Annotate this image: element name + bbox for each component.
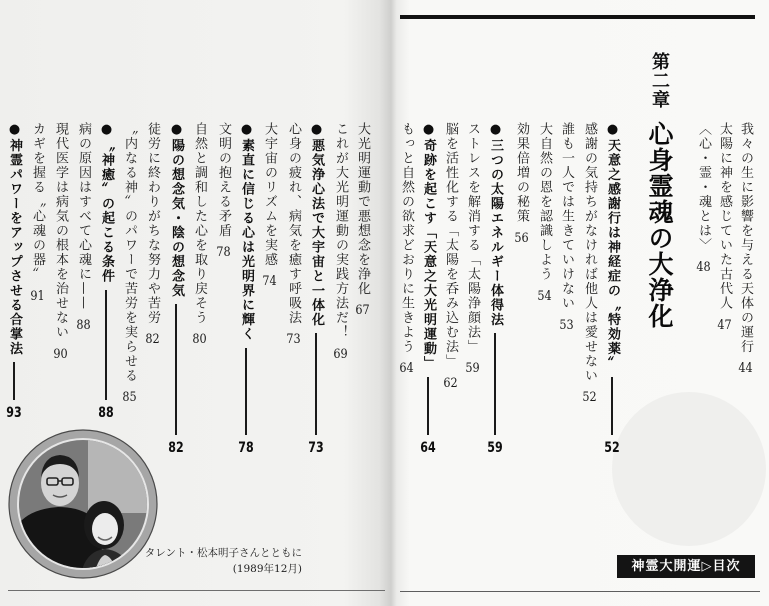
entry-title: 現代医学は病気の根本を治せない	[53, 122, 68, 340]
entry-title: 病の原因はすべて心魂に——	[76, 122, 91, 311]
entry-page: 54	[537, 289, 552, 303]
toc-entry	[331, 122, 349, 361]
section-page: 82	[168, 441, 184, 455]
toc-entry	[260, 122, 278, 288]
entry-page: 69	[333, 347, 348, 361]
leader-line	[427, 377, 429, 436]
entry-page: 73	[286, 333, 301, 346]
toc-entry	[512, 122, 530, 245]
toc-section-heading	[603, 122, 621, 455]
bottom-rule-right	[400, 591, 760, 592]
section-heading-text: ●素直に信じる心は光明界に輝く	[239, 122, 254, 342]
toc-section-heading	[307, 122, 325, 455]
toc-entry	[736, 122, 754, 375]
toc-entry	[715, 122, 733, 332]
toc-entry	[463, 122, 481, 375]
section-heading-text: ●〝神癒〟の起こる条件	[99, 122, 114, 284]
entry-page: 52	[582, 391, 597, 404]
section-heading-text: ●奇跡を起こす「天意之大光明運動」	[421, 122, 436, 371]
contents-badge: 神霊大開運▷目次	[617, 555, 755, 578]
entry-page: 80	[192, 333, 207, 346]
toc-entry	[694, 122, 712, 274]
entry-title: 文明の抱える矛盾	[216, 122, 231, 238]
section-page: 78	[238, 441, 254, 455]
toc-entry	[190, 122, 208, 346]
entry-page: 88	[76, 318, 91, 332]
photo-caption	[138, 545, 302, 577]
entry-page: 78	[216, 246, 231, 259]
entry-page: 90	[53, 347, 68, 361]
photo-portrait	[8, 429, 158, 579]
section-page: 52	[604, 441, 620, 455]
show-through-circle	[612, 392, 766, 546]
toc-entry	[353, 122, 371, 317]
entry-title: 自然と調和した心を取り戻そう	[192, 122, 207, 325]
entry-title: 大自然の恩を認識しよう	[537, 122, 552, 282]
entry-title: 太陽に神を感じていた古代人	[717, 122, 732, 311]
toc-entry	[580, 122, 598, 404]
toc-entry	[51, 122, 69, 361]
entry-page: 44	[738, 362, 753, 375]
section-heading-text: ●神霊パワーをアップさせる合掌法	[7, 122, 22, 356]
toc-section-heading	[419, 122, 437, 455]
entry-page: 53	[559, 318, 574, 332]
toc-entry	[535, 122, 553, 303]
toc-section-heading	[237, 122, 255, 455]
entry-title: ストレスを解消する「太陽浄顔法」	[465, 122, 480, 354]
photo-caption-line1: タレント・松本明子さんとともに	[144, 547, 302, 559]
entry-title: もっと自然の欲求どおりに生きよう	[399, 122, 414, 354]
bottom-rule-left	[8, 590, 385, 591]
entry-title: 〈心・霊・魂とは〉	[696, 122, 711, 253]
leader-line	[494, 333, 496, 435]
entry-title: カギを握る〝心魂の器〟	[30, 122, 45, 282]
toc-entry	[143, 122, 161, 346]
photo-caption-line2: (1989年12月)	[232, 563, 302, 575]
entry-page: 56	[514, 231, 529, 245]
toc-section-heading	[167, 122, 185, 455]
section-page: 73	[308, 441, 324, 455]
entry-title: 感謝の気持ちがなければ他人は愛せない	[582, 122, 597, 383]
entry-title: 効果倍増の秘策	[514, 122, 529, 224]
section-heading-text: ●天意之感謝行は神経症の〝特効薬〟	[605, 122, 620, 371]
leader-line	[13, 362, 15, 400]
toc-entry	[557, 122, 575, 332]
entry-page: 62	[443, 376, 458, 390]
toc-entry	[120, 122, 138, 404]
entry-title: 〝内なる神〟のパワーで苦労を実らせる	[122, 122, 137, 383]
section-page: 64	[420, 441, 436, 455]
entry-page: 59	[465, 362, 480, 375]
leader-line	[315, 333, 317, 435]
leader-line	[245, 348, 247, 436]
entry-page: 85	[122, 391, 137, 404]
entry-title: これが大光明運動の実践方法だ！	[333, 122, 348, 340]
entry-title: 心身の疲れ、病気を癒す呼吸法	[286, 122, 301, 325]
section-heading-text: ●陽の想念気・陰の想念気	[169, 122, 184, 298]
toc-entry	[397, 122, 415, 375]
entry-page: 74	[262, 275, 277, 288]
toc-entry	[284, 122, 302, 346]
entry-page: 64	[399, 362, 414, 375]
entry-title: 我々の生に影響を与える天体の運行	[738, 122, 753, 354]
entry-title: 脳を活性化する「太陽を呑み込む法」	[443, 122, 458, 369]
entry-page: 48	[696, 260, 711, 274]
leader-line	[611, 377, 613, 436]
top-rule	[400, 15, 755, 19]
leader-line	[175, 304, 177, 435]
entry-page: 82	[145, 333, 160, 346]
chapter-title: 心身霊魂の大浄化	[645, 121, 674, 329]
toc-entry	[74, 122, 92, 332]
section-page: 93	[6, 406, 22, 420]
entry-title: 徒労に終わりがちな努力や苦労	[145, 122, 160, 325]
toc-entry	[28, 122, 46, 303]
chapter-number: 第二章	[649, 52, 670, 109]
leader-line	[105, 290, 107, 401]
toc-section-heading	[486, 122, 504, 455]
toc-section-heading	[5, 122, 23, 420]
entry-title: 大宇宙のリズムを実感	[262, 122, 277, 267]
entry-title: 誰も一人では生きていけない	[559, 122, 574, 311]
entry-page: 91	[30, 289, 45, 303]
toc-entry	[441, 122, 459, 390]
section-page: 88	[98, 406, 114, 420]
entry-page: 67	[355, 304, 370, 317]
section-page: 59	[487, 441, 503, 455]
section-heading-text: ●悪気浄心法で大宇宙と一体化	[309, 122, 324, 327]
toc-entry	[214, 122, 232, 259]
section-heading-text: ●三つの太陽エネルギー体得法	[488, 122, 503, 327]
entry-page: 47	[717, 318, 732, 332]
entry-title: 大光明運動で悪想念を浄化	[355, 122, 370, 296]
toc-section-heading	[97, 122, 115, 420]
